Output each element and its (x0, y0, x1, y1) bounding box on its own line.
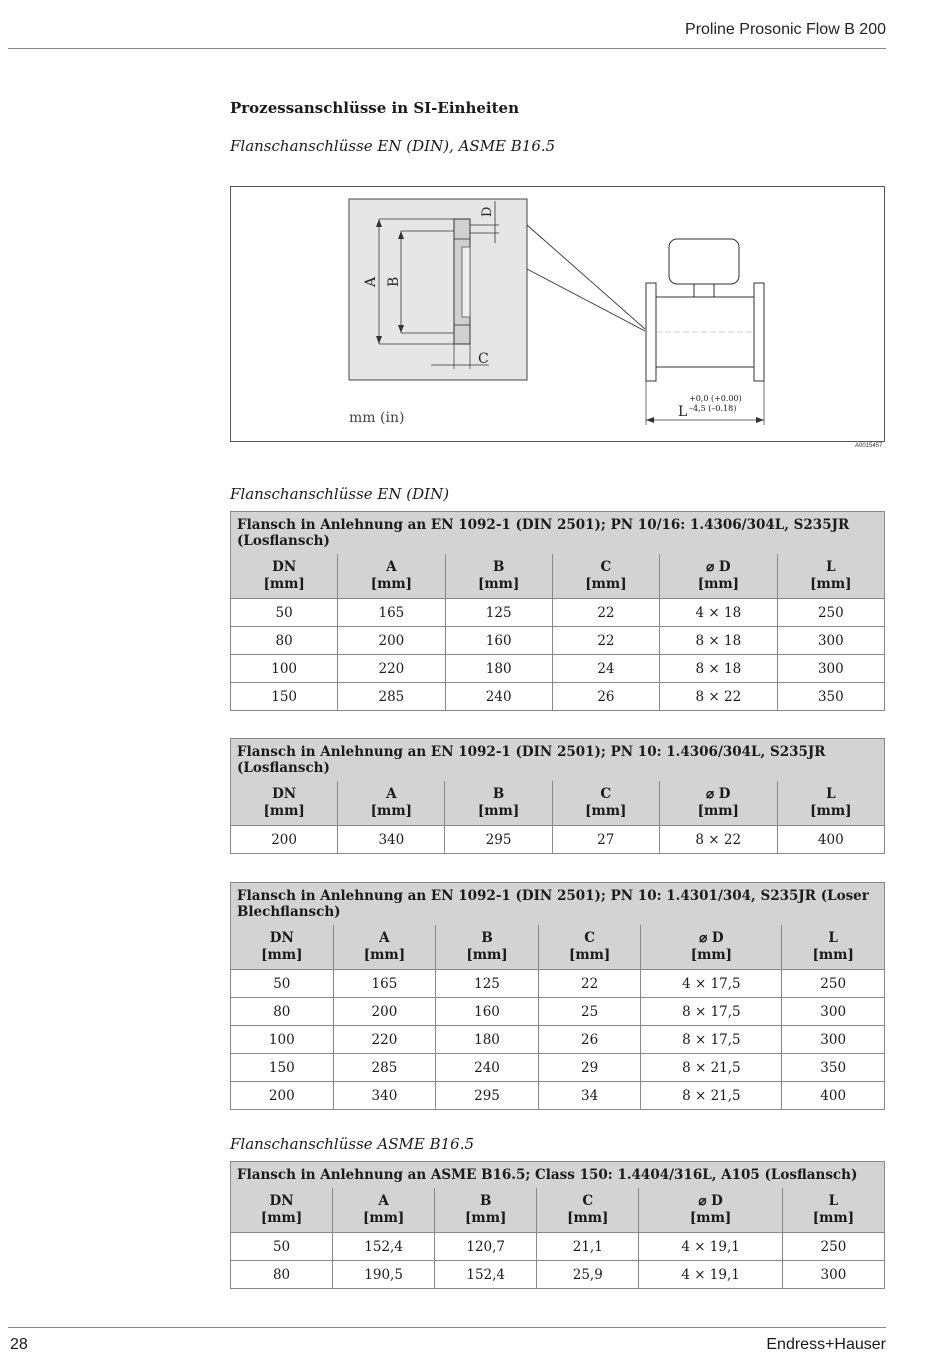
table-caption: Flansch in Anlehnung an EN 1092-1 (DIN 2501); PN 10/16: 1.4306/304L, S235JR (Losflansch) (231, 512, 885, 555)
col-header: A [mm] (333, 925, 436, 970)
cell: 250 (777, 599, 884, 627)
header-title: Proline Prosonic Flow B 200 (685, 21, 886, 38)
units-label: mm (in) (349, 410, 405, 426)
cell: 34 (538, 1082, 641, 1110)
table-row (231, 1026, 885, 1054)
section-title: Prozessanschlüsse in SI-Einheiten (230, 99, 519, 117)
col-header: ⌀ D [mm] (639, 1188, 783, 1233)
col-header: DN [mm] (231, 781, 338, 826)
cell: 300 (782, 998, 885, 1026)
cell: 300 (782, 1261, 884, 1289)
cell: 165 (338, 599, 445, 627)
cell: 250 (782, 1233, 884, 1261)
label-b: B (386, 276, 402, 287)
table-pn10-a (230, 738, 885, 854)
table-header-row (231, 781, 885, 826)
tolerance-lower: –4,5 (–0.18) (689, 404, 737, 413)
cell: 120,7 (435, 1233, 537, 1261)
cell: 285 (338, 683, 445, 711)
transmitter-housing (669, 239, 739, 284)
cell: 8 × 18 (660, 627, 778, 655)
table-pn10-b (230, 882, 885, 1110)
cell: 26 (538, 1026, 641, 1054)
table-row (231, 627, 885, 655)
cell: 8 × 17,5 (641, 1026, 782, 1054)
cell: 8 × 22 (660, 683, 778, 711)
cell: 80 (231, 998, 334, 1026)
col-header: DN [mm] (231, 925, 334, 970)
cell: 350 (777, 683, 884, 711)
cell: 295 (436, 1082, 539, 1110)
table-row (231, 826, 885, 854)
col-header: ⌀ D [mm] (660, 554, 778, 599)
col-header: B [mm] (435, 1188, 537, 1233)
subhead-asme: Flanschanschlüsse ASME B16.5 (230, 1135, 475, 1153)
cell: 22 (552, 627, 659, 655)
table-caption: Flansch in Anlehnung an ASME B16.5; Class 150: 1.4404/316L, A105 (Losflansch) (231, 1162, 885, 1189)
col-header: A [mm] (338, 554, 445, 599)
cell: 180 (436, 1026, 539, 1054)
table-row (231, 1233, 885, 1261)
col-header: C [mm] (538, 925, 641, 970)
cell: 160 (445, 627, 552, 655)
cell: 220 (333, 1026, 436, 1054)
cell: 340 (338, 826, 445, 854)
header-rule (8, 48, 886, 49)
label-c: C (478, 351, 489, 367)
cell: 300 (777, 627, 884, 655)
col-header: B [mm] (445, 781, 552, 826)
cell: 240 (445, 683, 552, 711)
cell: 125 (445, 599, 552, 627)
tolerance-upper: +0,0 (+0.00) (689, 394, 742, 403)
cell: 80 (231, 627, 338, 655)
subhead-flanges: Flanschanschlüsse EN (DIN), ASME B16.5 (230, 137, 556, 155)
cell: 240 (436, 1054, 539, 1082)
cell: 400 (782, 1082, 885, 1110)
cell: 340 (333, 1082, 436, 1110)
col-header: C [mm] (552, 554, 659, 599)
table-row (231, 1054, 885, 1082)
table-caption: Flansch in Anlehnung an EN 1092-1 (DIN 2501); PN 10: 1.4306/304L, S235JR (Losflansch) (231, 739, 885, 782)
cell: 100 (231, 1026, 334, 1054)
cell: 50 (231, 1233, 333, 1261)
table-pn10-16 (230, 511, 885, 711)
cell: 25 (538, 998, 641, 1026)
cell: 180 (445, 655, 552, 683)
flange-detail-box (349, 199, 527, 380)
cell: 200 (333, 998, 436, 1026)
cell: 4 × 18 (660, 599, 778, 627)
table-row (231, 998, 885, 1026)
page-number: 28 (10, 1336, 28, 1353)
cell: 8 × 22 (659, 826, 777, 854)
cell: 200 (231, 826, 338, 854)
cell: 100 (231, 655, 338, 683)
cell: 27 (552, 826, 659, 854)
col-header: B [mm] (445, 554, 552, 599)
cell: 300 (777, 655, 884, 683)
col-header: A [mm] (333, 1188, 435, 1233)
cell: 4 × 19,1 (639, 1233, 783, 1261)
table-header-row (231, 554, 885, 599)
cell: 150 (231, 1054, 334, 1082)
table-row (231, 970, 885, 998)
cell: 8 × 18 (660, 655, 778, 683)
cell: 295 (445, 826, 552, 854)
col-header: A [mm] (338, 781, 445, 826)
table-asme-class150 (230, 1161, 885, 1289)
cell: 125 (436, 970, 539, 998)
flange-left (646, 283, 656, 381)
cell: 8 × 21,5 (641, 1082, 782, 1110)
col-header: ⌀ D [mm] (641, 925, 782, 970)
cell: 4 × 19,1 (639, 1261, 783, 1289)
cell: 8 × 17,5 (641, 998, 782, 1026)
cell: 400 (777, 826, 884, 854)
table-row (231, 683, 885, 711)
cell: 21,1 (537, 1233, 639, 1261)
cell: 165 (333, 970, 436, 998)
col-header: DN [mm] (231, 1188, 333, 1233)
col-header: B [mm] (436, 925, 539, 970)
table-row (231, 1261, 885, 1289)
footer-rule (8, 1327, 886, 1328)
cell: 200 (231, 1082, 334, 1110)
cell: 152,4 (333, 1233, 435, 1261)
label-d: D (480, 206, 495, 217)
flange-right (754, 283, 764, 381)
figure-id: A0015457 (855, 443, 883, 449)
col-header: L [mm] (777, 554, 884, 599)
cell: 25,9 (537, 1261, 639, 1289)
brand-name: Endress+Hauser (766, 1336, 886, 1353)
table-caption: Flansch in Anlehnung an EN 1092-1 (DIN 2501); PN 10: 1.4301/304, S235JR (Loser Blechflansch) (231, 883, 885, 926)
col-header: C [mm] (552, 781, 659, 826)
cell: 8 × 21,5 (641, 1054, 782, 1082)
col-header: ⌀ D [mm] (659, 781, 777, 826)
dimension-drawing (230, 186, 885, 442)
col-header: DN [mm] (231, 554, 338, 599)
table-row (231, 599, 885, 627)
label-l: L (678, 404, 688, 420)
cell: 26 (552, 683, 659, 711)
table-row (231, 655, 885, 683)
cell: 220 (338, 655, 445, 683)
col-header: L [mm] (777, 781, 884, 826)
cell: 200 (338, 627, 445, 655)
cell: 250 (782, 970, 885, 998)
cell: 150 (231, 683, 338, 711)
cell: 29 (538, 1054, 641, 1082)
cell: 300 (782, 1026, 885, 1054)
label-a: A (363, 276, 379, 287)
cell: 190,5 (333, 1261, 435, 1289)
cell: 22 (538, 970, 641, 998)
cell: 50 (231, 599, 338, 627)
cell: 50 (231, 970, 334, 998)
cell: 350 (782, 1054, 885, 1082)
col-header: C [mm] (537, 1188, 639, 1233)
table-header-row (231, 1188, 885, 1233)
col-header: L [mm] (782, 1188, 884, 1233)
cell: 24 (552, 655, 659, 683)
table-row (231, 1082, 885, 1110)
cell: 152,4 (435, 1261, 537, 1289)
subhead-en-din: Flanschanschlüsse EN (DIN) (230, 485, 450, 503)
table-header-row (231, 925, 885, 970)
flange-drawing-svg (231, 187, 884, 441)
cell: 4 × 17,5 (641, 970, 782, 998)
cell: 80 (231, 1261, 333, 1289)
col-header: L [mm] (782, 925, 885, 970)
cell: 22 (552, 599, 659, 627)
cell: 285 (333, 1054, 436, 1082)
cell: 160 (436, 998, 539, 1026)
